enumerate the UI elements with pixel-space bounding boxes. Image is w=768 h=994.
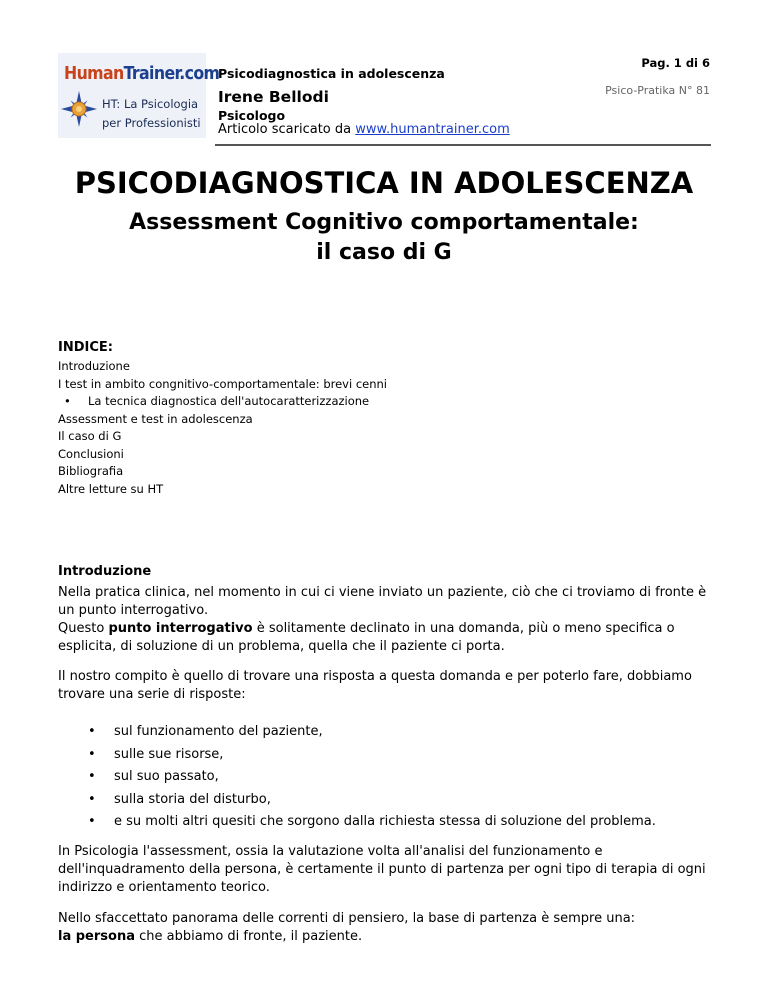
- list-item: • e su molti altri quesiti che sorgono dalla richiesta stessa di soluzione del problema.: [58, 811, 656, 834]
- index-heading: INDICE:: [58, 340, 113, 355]
- series-number: Psico-Pratika N° 81: [605, 84, 710, 97]
- toc-item[interactable]: Il caso di G: [58, 429, 122, 443]
- paragraph: In Psicologia l'assessment, ossia la valutazione volta all'analisi del funzionamento e dell'inquadramento della persona, è certamente il punto di partenza per ogni tipo di terapia di ogni indirizzo e orientamento teorico.: [58, 844, 706, 895]
- list-item: • sul suo passato,: [58, 766, 656, 789]
- paragraph: Nello sfaccettato panorama delle correnti di pensiero, la base di partenza è sempre una: la persona che abbiamo di fronte, il paziente.: [58, 911, 636, 944]
- toc-item[interactable]: Conclusioni: [58, 446, 124, 461]
- paragraph: Il nostro compito è quello di trovare una risposta a questa domanda e per poterlo fare, dobbiamo trovare una serie di risposte:: [58, 669, 692, 702]
- header-divider: [215, 144, 711, 146]
- bullet: •: [88, 814, 96, 829]
- header-author: Irene Bellodi: [218, 88, 329, 106]
- toc-item[interactable]: Assessment e test in adolescenza: [58, 411, 253, 426]
- header-doc-title: Psicodiagnostica in adolescenza: [218, 66, 445, 81]
- logo-tagline: HT: La Psicologia per Professionisti: [102, 97, 201, 130]
- document-title: PSICODIAGNOSTICA IN ADOLESCENZA: [74, 166, 694, 200]
- compass-star-icon: [61, 91, 97, 127]
- toc-subitem[interactable]: • La tecnica diagnostica dell'autocaratterizzazione: [58, 393, 387, 411]
- table-of-contents: [58, 358, 387, 498]
- bullet: •: [88, 791, 96, 807]
- toc-item[interactable]: Introduzione: [58, 359, 130, 373]
- toc-item[interactable]: I test in ambito congnitivo-comportamentale: brevi cenni: [58, 376, 387, 391]
- list-item: • sul funzionamento del paziente,: [58, 721, 656, 744]
- page-number: Pag. 1 di 6: [641, 56, 710, 70]
- header-role: Psicologo: [218, 108, 286, 123]
- bullet-list: [58, 721, 656, 834]
- list-item: • sulla storia del disturbo,: [58, 789, 656, 812]
- site-logo: [58, 53, 220, 138]
- document-subtitle: Assessment Cognitivo comportamentale: il caso di G: [129, 210, 639, 265]
- toc-item[interactable]: Bibliografia: [58, 464, 124, 478]
- logo-wordmark: HumanTrainer.com: [64, 64, 220, 84]
- bullet: •: [64, 394, 71, 408]
- bullet: •: [88, 769, 96, 784]
- toc-item[interactable]: Altre letture su HT: [58, 481, 164, 496]
- list-item: • sulle sue risorse,: [58, 744, 656, 767]
- section-heading-introduzione: Introduzione: [58, 564, 152, 579]
- bullet: •: [88, 724, 96, 739]
- header-download-note: Articolo scaricato da www.humantrainer.com: [218, 122, 510, 137]
- paragraph: Nella pratica clinica, nel momento in cui ci viene inviato un paziente, ciò che ci troviamo di fronte è un punto interrogativo. Questo punto interrogativo è solitamente declinato in una domanda, più o meno specifica o esplicita, di soluzione di un problema, quella che il paziente ci porta.: [58, 585, 707, 654]
- bullet: •: [88, 746, 96, 762]
- humantrainer-link[interactable]: www.humantrainer.com: [355, 122, 510, 137]
